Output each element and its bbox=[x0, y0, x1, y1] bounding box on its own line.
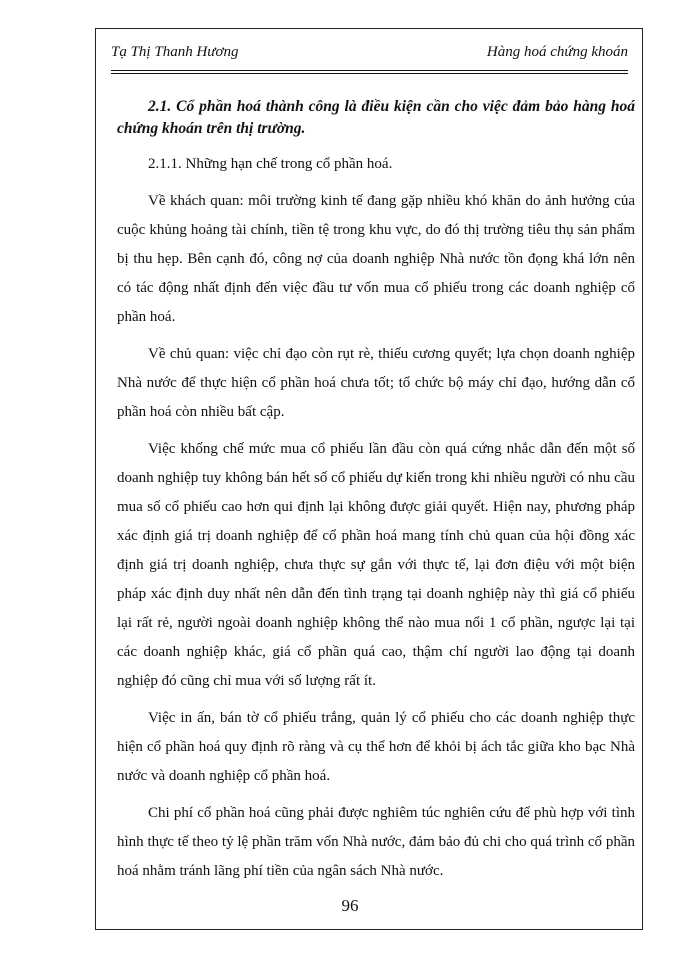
header-doc-title: Hàng hoá chứng khoán bbox=[486, 44, 628, 60]
paragraph-subjective-causes: Về chủ quan: việc chỉ đạo còn rụt rè, thiếu cương quyết; lựa chọn doanh nghiệp Nhà nước để thực hiện cổ phần hoá chưa tốt; tổ chức bộ máy chỉ đạo, hướng dẫn cổ phần hoá còn nhiều bất cập. bbox=[117, 346, 635, 420]
paragraph-share-purchase-limits: Việc khống chế mức mua cổ phiếu lần đầu còn quá cứng nhắc dẫn đến một số doanh nghiệp tuy không bán hết số cổ phiếu dự kiến trong khi nhiều người có nhu cầu mua số cổ phiếu cao hơn qui định lại không được giải quyết. Hiện nay, phương pháp xác định giá trị doanh nghiệp để cổ phần hoá mang tính chủ quan của hội đồng xác định giá trị doanh nghiệp, chưa thực sự gắn với thực tế, lại đơn điệu với một biện pháp xác định duy nhất nên dẫn đến tình trạng tại doanh nghiệp này thì giá cổ phiếu lại rất rẻ, người ngoài doanh nghiệp không thể nào mua nổi 1 cổ phần, ngược lại tại các doanh nghiệp khác, giá cổ phần quá cao, thậm chí người lao động tại doanh nghiệp đó cũng chỉ mua với số lượng rất ít. bbox=[117, 441, 635, 689]
paragraph-equitization-costs: Chi phí cổ phần hoá cũng phải được nghiêm túc nghiên cứu để phù hợp với tình hình thực tế theo tỷ lệ phần trăm vốn Nhà nước, đảm bảo đủ chi cho quá trình cổ phần hoá nhằm tránh lãng phí tiền của ngân sách Nhà nước. bbox=[117, 805, 635, 879]
page-number: 96 bbox=[341, 896, 359, 915]
page-body bbox=[117, 96, 635, 894]
running-header bbox=[111, 44, 628, 66]
header-rule bbox=[111, 70, 628, 74]
subsection-heading: 2.1.1. Những hạn chế trong cổ phần hoá. bbox=[148, 156, 393, 172]
paragraph-objective-causes: Về khách quan: môi trường kinh tế đang gặp nhiều khó khăn do ảnh hưởng của cuộc khủng hoảng tài chính, tiền tệ trong khu vực, do đó thị trường tiêu thụ sản phẩm bị thu hẹp. Bên cạnh đó, công nợ của doanh nghiệp Nhà nước tồn đọng khá lớn nên có tác động nhất định đến việc đầu tư vốn mua cổ phiếu trong các doanh nghiệp cổ phần hoá. bbox=[117, 193, 635, 325]
section-title: 2.1. Cổ phần hoá thành công là điều kiện cần cho việc đảm bảo hàng hoá chứng khoán trên thị trường. bbox=[117, 98, 635, 137]
paragraph-share-printing: Việc in ấn, bán tờ cổ phiếu trắng, quản lý cổ phiếu cho các doanh nghiệp thực hiện cổ phần hoá quy định rõ ràng và cụ thể hơn để khỏi bị ách tắc giữa kho bạc Nhà nước và doanh nghiệp cổ phần hoá. bbox=[117, 710, 635, 784]
header-author: Tạ Thị Thanh Hương bbox=[111, 44, 239, 60]
